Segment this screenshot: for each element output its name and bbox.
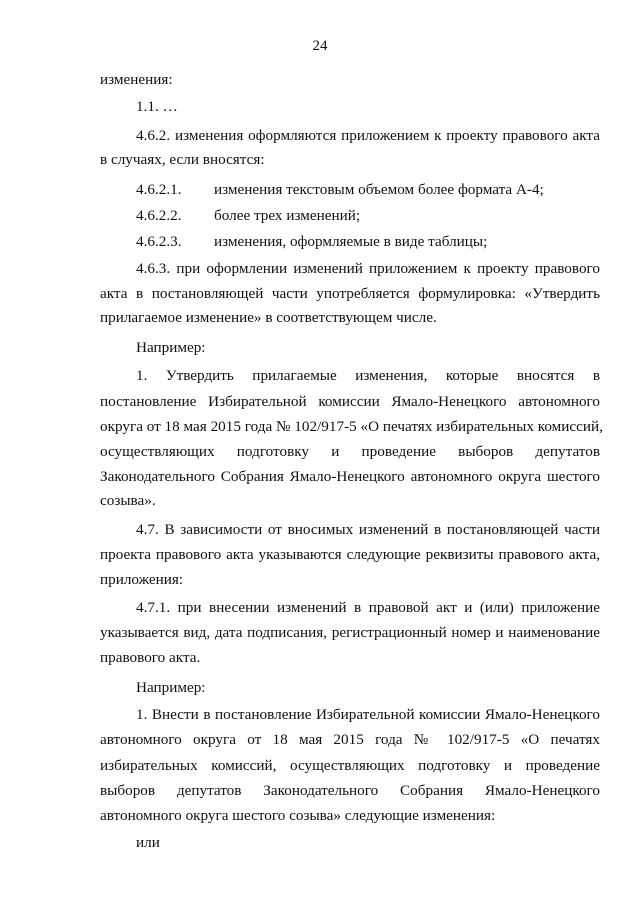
text-line: 1. Внести в постановление Избирательной комиссии Ямало-Ненецкого: [136, 706, 600, 723]
text-line: 4.6.2. изменения оформляются приложением к проекту правового акта: [136, 127, 600, 144]
text-line: автономного округа шестого созыва» следующие изменения:: [100, 807, 496, 824]
text-line: 4.6.3. при оформлении изменений приложением к проекту правового: [136, 260, 600, 277]
text-line: изменения:: [100, 71, 173, 88]
text-line: избирательных комиссий, осуществляющих подготовку и проведение: [100, 757, 600, 774]
page-number: 24: [312, 38, 328, 54]
text-line: 4.7. В зависимости от вносимых изменений в постановляющей части: [136, 521, 600, 538]
text-line: автономного округа от 18 мая 2015 года № 102/917-5 «О печатях: [100, 731, 600, 748]
text-line: округа от 18 мая 2015 года № 102/917-5 «О печатях избирательных комиссий,: [100, 418, 603, 435]
text-line: указывается вид, дата подписания, регистрационный номер и наименование: [100, 624, 600, 641]
text-line: в случаях, если вносятся:: [100, 151, 265, 168]
text-line: прилагаемое изменение» в соответствующем числе.: [100, 309, 437, 326]
text-line: Законодательного Собрания Ямало-Ненецкого автономного округа шестого: [100, 468, 600, 485]
text-line: проекта правового акта указываются следующие реквизиты правового акта,: [100, 546, 600, 563]
text-line: постановление Избирательной комиссии Ямало-Ненецкого автономного: [100, 393, 600, 410]
list-item-number: 4.6.2.2.: [136, 207, 182, 224]
list-item-text: изменения текстовым объемом более формата А-4;: [214, 181, 544, 198]
list-item-text: более трех изменений;: [214, 207, 361, 224]
text-line: правового акта.: [100, 649, 201, 666]
text-line: 1. Утвердить прилагаемые изменения, которые вносятся в: [136, 367, 600, 384]
list-item-text: изменения, оформляемые в виде таблицы;: [214, 233, 488, 250]
example-label: Например:: [136, 679, 206, 696]
list-item-number: 4.6.2.3.: [136, 233, 182, 250]
text-line: созыва».: [100, 492, 156, 509]
text-line: осуществляющих подготовку и проведение выборов депутатов: [100, 443, 600, 460]
text-line: 1.1. …: [136, 98, 178, 115]
list-item-number: 4.6.2.1.: [136, 181, 182, 198]
example-label: Например:: [136, 339, 206, 356]
text-line: приложения:: [100, 571, 184, 588]
text-line: 4.7.1. при внесении изменений в правовой акт и (или) приложение: [136, 599, 600, 616]
text-line: акта в постановляющей части употребляется формулировка: «Утвердить: [100, 285, 600, 302]
text-line: выборов депутатов Законодательного Собрания Ямало-Ненецкого: [100, 782, 600, 799]
text-line: или: [136, 834, 160, 851]
